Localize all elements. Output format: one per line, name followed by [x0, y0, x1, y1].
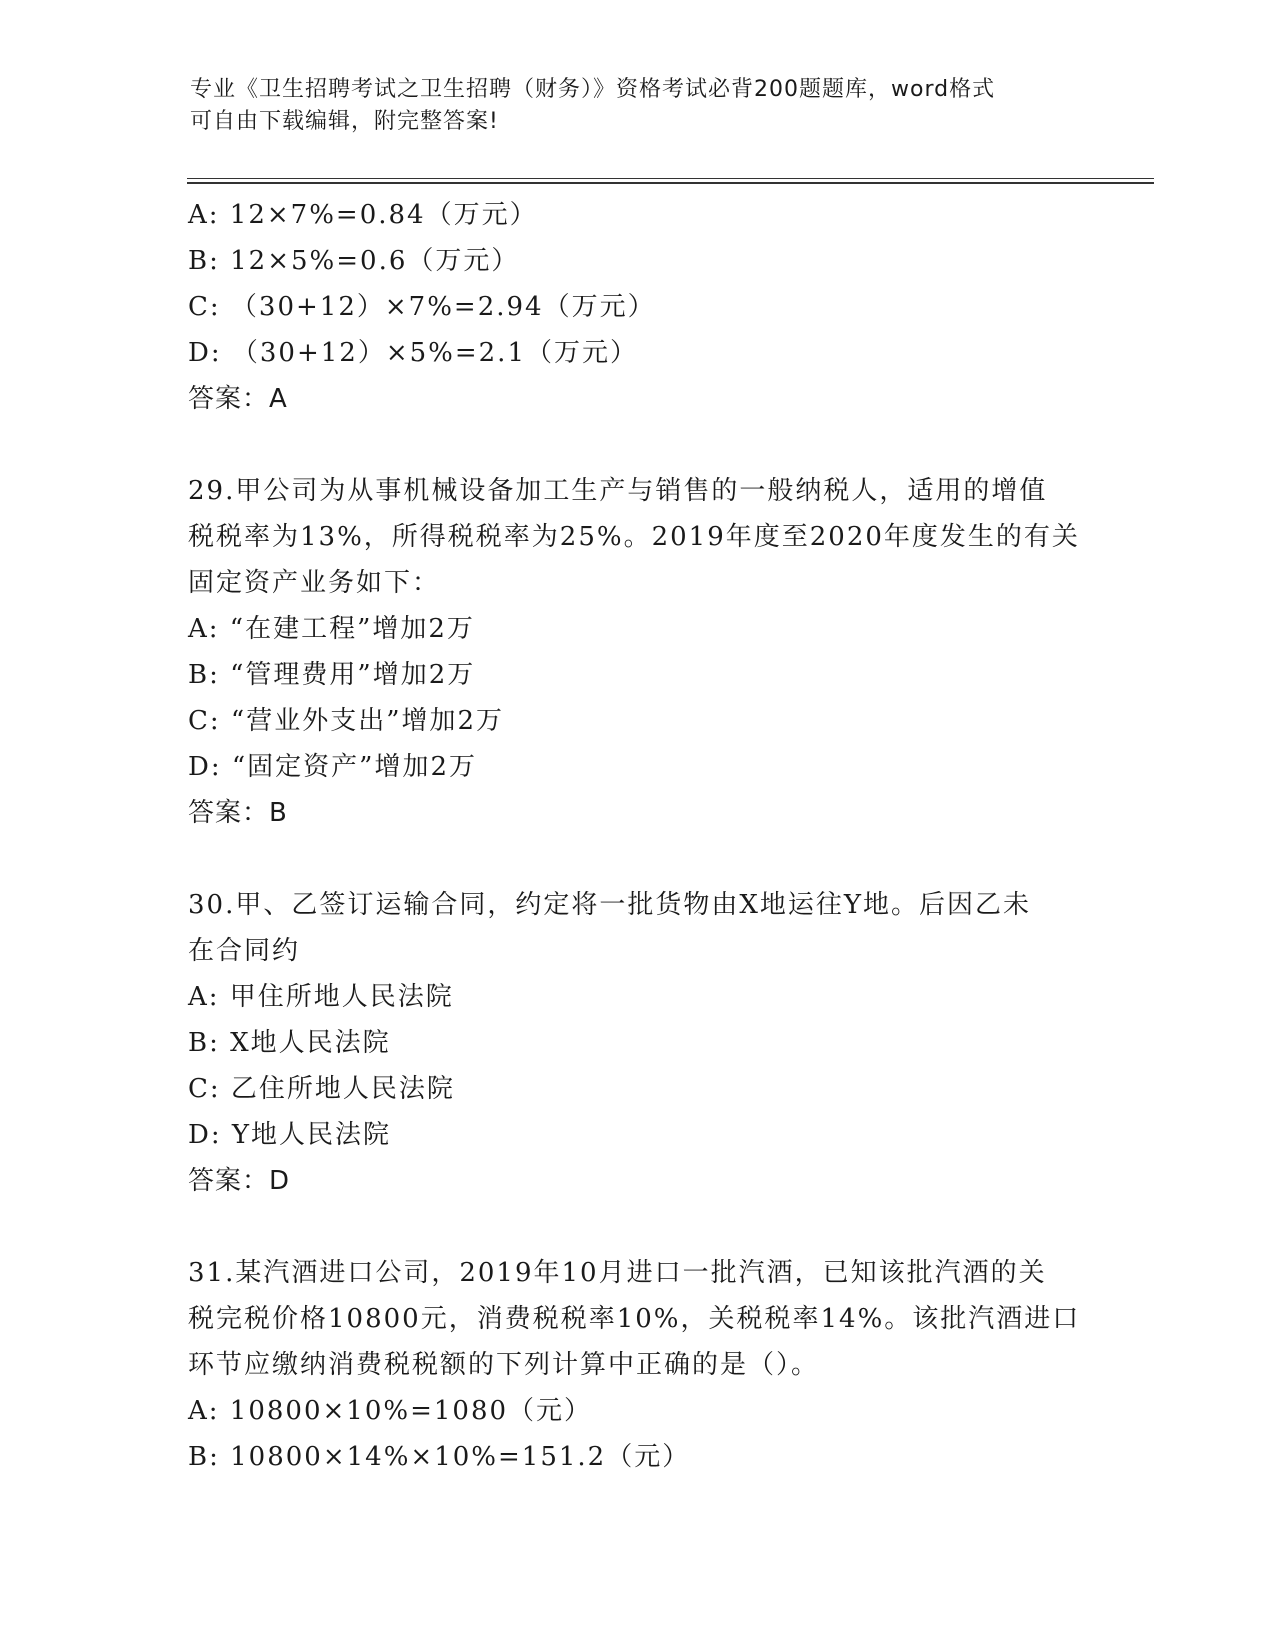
- option-c: C: 乙住所地人民法院: [188, 1074, 455, 1104]
- option-b: B: “管理费用”增加2万: [188, 660, 476, 690]
- question-spacer: [188, 422, 1108, 468]
- question-30: [188, 882, 1108, 1204]
- question-stem-line: 29.甲公司为从事机械设备加工生产与销售的一般纳税人，适用的增值: [188, 476, 1048, 506]
- question-stem-line: 固定资产业务如下：: [188, 568, 441, 598]
- answer-label: 答案：D: [188, 1166, 291, 1196]
- question-spacer: [188, 1204, 1108, 1250]
- header-divider-thick: [187, 182, 1154, 184]
- question-stem-line: 环节应缴纳消费税税额的下列计算中正确的是（）。: [188, 1350, 820, 1380]
- option-b: B: 10800×14%×10%=151.2（元）: [188, 1442, 691, 1472]
- option-a: A: “在建工程”增加2万: [188, 614, 475, 644]
- option-c: C: （30+12）×7%=2.94（万元）: [188, 292, 656, 322]
- option-a: A: 10800×10%=1080（元）: [188, 1396, 593, 1426]
- option-b: B: X地人民法院: [188, 1028, 391, 1058]
- header-divider-thin: [187, 178, 1154, 179]
- question-list: [188, 192, 1108, 1480]
- option-c: C: “营业外支出”增加2万: [188, 706, 505, 736]
- option-d: D: Y地人民法院: [188, 1120, 392, 1150]
- header-title-line-1: 专业《卫生招聘考试之卫生招聘（财务）》资格考试必背200题题库，word格式: [190, 77, 996, 102]
- question-29: [188, 468, 1108, 836]
- question-28: [188, 192, 1108, 422]
- question-stem-line: 31.某汽酒进口公司，2019年10月进口一批汽酒，已知该批汽酒的关: [188, 1258, 1047, 1288]
- question-spacer: [188, 836, 1108, 882]
- option-d: D: “固定资产”增加2万: [188, 752, 477, 782]
- question-stem-line: 税完税价格10800元，消费税税率10%，关税税率14%。该批汽酒进口: [188, 1304, 1081, 1334]
- option-a: A: 甲住所地人民法院: [188, 982, 454, 1012]
- header-title-line-2: 可自由下载编辑，附完整答案!: [190, 109, 499, 134]
- answer-label: 答案：A: [188, 384, 288, 414]
- question-stem-line: 30.甲、乙签订运输合同，约定将一批货物由X地运往Y地。后因乙未: [188, 890, 1032, 920]
- question-stem-line: 在合同约: [188, 936, 301, 966]
- option-d: D: （30+12）×5%=2.1（万元）: [188, 338, 638, 368]
- question-31: [188, 1250, 1108, 1480]
- question-stem-line: 税税率为13%，所得税税率为25%。2019年度至2020年度发生的有关: [188, 522, 1080, 552]
- document-header: [190, 74, 1090, 138]
- answer-label: 答案：B: [188, 798, 288, 828]
- option-b: B: 12×5%=0.6（万元）: [188, 246, 520, 276]
- option-a: A: 12×7%=0.84（万元）: [188, 200, 538, 230]
